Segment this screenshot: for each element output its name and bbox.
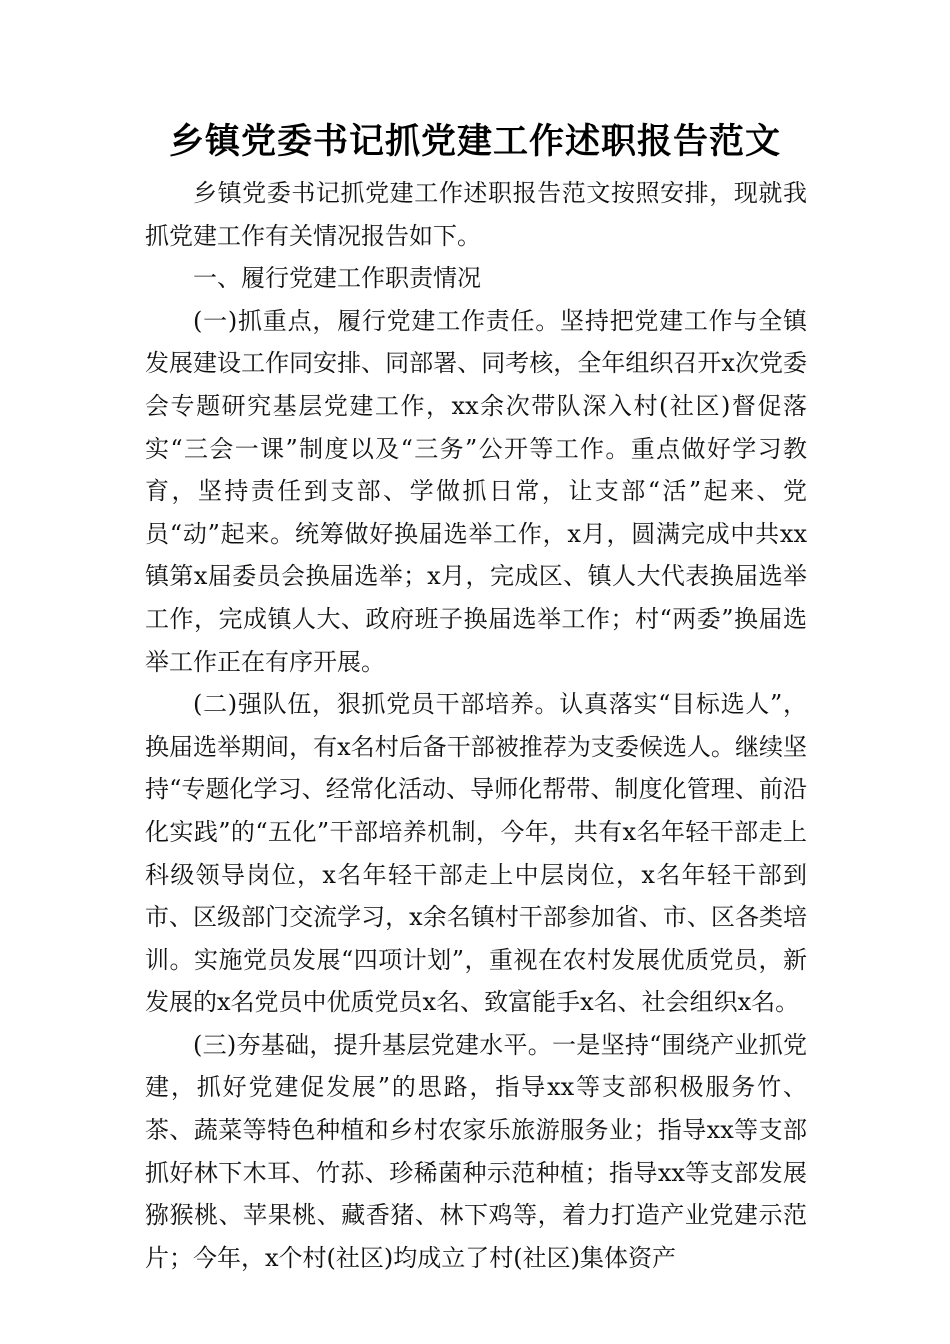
intro-paragraph: 乡镇党委书记抓党建工作述职报告范文按照安排，现就我抓党建工作有关情况报告如下。 [145,179,807,250]
document-body [145,172,807,1279]
section-heading: 一、履行党建工作职责情况 [193,264,481,293]
paragraph-1: (一)抓重点，履行党建工作责任。坚持把党建工作与全镇发展建设工作同安排、同部署、同考核，全年组织召开x次党委会专题研究基层党建工作，xx余次带队深入村(社区)督促落实“三会一课”制度以及“三务”公开等工作。重点做好学习教育，坚持责任到支部、学做抓日常，让支部“活”起来、党员“动”起来。统筹做好换届选举工作，x月，圆满完成中共xx镇第x届委员会换届选举；x月，完成区、镇人大代表换届选举工作，完成镇人大、政府班子换届选举工作；村“两委”换届选举工作正在有序开展。 [145,306,807,676]
paragraph-2: (二)强队伍，狠抓党员干部培养。认真落实“目标选人”，换届选举期间，有x名村后备干部被推荐为支委候选人。继续坚持“专题化学习、经常化活动、导师化帮带、制度化管理、前沿化实践”的“五化”干部培养机制，今年，共有x名年轻干部走上科级领导岗位，x名年轻干部走上中层岗位，x名年轻干部到市、区级部门交流学习，x余名镇村干部参加省、市、区各类培训。实施党员发展“四项计划”，重视在农村发展优质党员，新发展的x名党员中优质党员x名、致富能手x名、社会组织x名。 [145,690,807,1017]
document-title: 乡镇党委书记抓党建工作述职报告范文 [168,122,781,162]
paragraph-3: (三)夯基础，提升基层党建水平。一是坚持“围绕产业抓党建，抓好党建促发展”的思路，指导xx等支部积极服务竹、茶、蔬菜等特色种植和乡村农家乐旅游服务业；指导xx等支部抓好林下木耳、竹荪、珍稀菌种示范种植；指导xx等支部发展猕猴桃、苹果桃、藏香猪、林下鸡等，着力打造产业党建示范片；今年，x个村(社区)均成立了村(社区)集体资产 [145,1030,807,1272]
